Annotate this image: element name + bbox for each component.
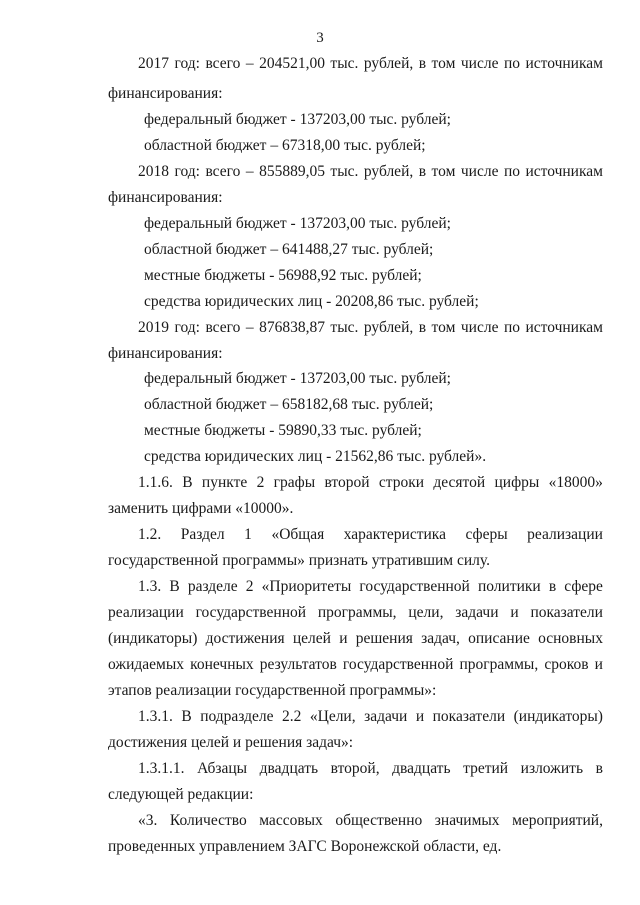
word: в — [418, 163, 427, 180]
word: «Цели, — [309, 708, 356, 725]
word: задач, — [421, 630, 460, 647]
text-line-federal-2017: федеральный бюджет - 137203,00 тыс. рублей; — [144, 111, 451, 128]
text-line: финансирования: — [108, 189, 223, 206]
word: всего — [205, 163, 241, 180]
text-line: финансирования: — [108, 345, 223, 362]
word: 204521,00 — [259, 55, 325, 72]
text-line-federal-2019: федеральный бюджет - 137203,00 тыс. рублей; — [144, 370, 451, 387]
word: достижения — [205, 630, 285, 647]
word: всего — [205, 55, 241, 72]
word: В — [181, 708, 192, 725]
text-line-federal-2018: федеральный бюджет - 137203,00 тыс. рублей; — [144, 215, 451, 232]
word: показатели — [432, 708, 506, 725]
text-line-item-1-2 — [138, 525, 603, 545]
word: Количество — [169, 812, 247, 829]
word: год: — [174, 55, 200, 72]
word: строки — [378, 474, 425, 491]
word: государственной — [195, 604, 307, 621]
text-line — [108, 655, 603, 675]
word: 2019 — [138, 319, 169, 336]
word: цифры — [494, 474, 540, 491]
word: реализации — [527, 526, 603, 543]
word: «Общая — [271, 526, 325, 543]
word: «3. — [138, 812, 158, 829]
text-line-2017-total — [138, 54, 603, 74]
word: по — [503, 55, 520, 72]
word: двадцать — [392, 760, 451, 777]
word: источникам — [525, 55, 603, 72]
word: источникам — [525, 163, 603, 180]
word: числе — [460, 163, 499, 180]
text-line: заменить цифрами «10000». — [108, 500, 294, 517]
word: пункте — [201, 474, 248, 491]
word: по — [503, 163, 520, 180]
text-line: достижения целей и решения задач»: — [108, 734, 354, 751]
word: том — [431, 319, 456, 336]
word: рублей, — [363, 163, 414, 180]
word: цели, — [408, 604, 444, 621]
word: год: — [174, 319, 200, 336]
word: описание — [468, 630, 530, 647]
word: В — [169, 578, 180, 595]
word: массовых — [259, 812, 323, 829]
word: Раздел — [180, 526, 225, 543]
text-line: проведенных управлением ЗАГС Воронежской области, ед. — [108, 838, 502, 855]
word: и — [510, 604, 519, 621]
word: сфере — [564, 578, 603, 595]
word: в — [418, 319, 427, 336]
text-line-2018-total — [138, 162, 603, 182]
word: 1.1.6. — [138, 474, 173, 491]
word: 1.2. — [138, 526, 162, 543]
word: политики — [477, 578, 541, 595]
word: сферы — [465, 526, 508, 543]
word: в — [418, 55, 427, 72]
word: 855889,05 — [259, 163, 325, 180]
word: характеристика — [343, 526, 446, 543]
word: и — [594, 656, 603, 673]
word: тыс. — [330, 319, 359, 336]
word: – — [245, 163, 254, 180]
word: 876838,87 — [259, 319, 325, 336]
text-line-legal-2018: средства юридических лиц - 20208,86 тыс. рублей; — [144, 293, 479, 310]
word: десятой — [433, 474, 486, 491]
word: целей — [292, 630, 331, 647]
word: 2 — [256, 474, 265, 491]
word: второй — [324, 474, 370, 491]
word: – — [245, 55, 254, 72]
word: В — [182, 474, 193, 491]
word: показатели — [530, 604, 603, 621]
text-line-regional-2019: областной бюджет – 658182,68 тыс. рублей; — [144, 396, 434, 413]
word: ожидаемых — [108, 656, 184, 673]
word: государственной — [359, 578, 470, 595]
word: (индикаторы) — [513, 708, 603, 725]
word: 1.3. — [138, 578, 162, 595]
word: графы — [273, 474, 316, 491]
word: и — [415, 708, 425, 725]
word: том — [431, 55, 456, 72]
word: значимых — [434, 812, 500, 829]
text-line-2019-total — [138, 318, 603, 338]
text-line-local-2019: местные бюджеты - 59890,33 тыс. рублей; — [144, 422, 422, 439]
text-line: государственной программы» признать утратившим силу. — [108, 552, 490, 569]
word: всего — [205, 319, 241, 336]
text-line — [108, 629, 603, 649]
word: изложить — [520, 760, 584, 777]
word: Абзацы — [197, 760, 248, 777]
word: источникам — [525, 319, 603, 336]
word: рублей, — [363, 319, 414, 336]
word: 1.3.1.1. — [138, 760, 185, 777]
word: задачи — [455, 604, 499, 621]
word: 2 — [245, 578, 254, 595]
word: основных — [538, 630, 603, 647]
text-line: финансирования: — [108, 85, 223, 102]
word: 2.2 — [282, 708, 302, 725]
word: мероприятий, — [512, 812, 603, 829]
word: программы, — [459, 656, 539, 673]
word: третий — [463, 760, 509, 777]
word: «18000» — [548, 474, 603, 491]
text-line-local-2018: местные бюджеты - 56988,92 тыс. рублей; — [144, 267, 422, 284]
word: общественно — [335, 812, 423, 829]
text-line-item-1-1-6 — [138, 473, 603, 493]
text-line-item-1-3 — [138, 577, 603, 597]
word: рублей, — [363, 55, 414, 72]
text-line-legal-2019: средства юридических лиц - 21562,86 тыс. рублей». — [144, 448, 487, 465]
word: тыс. — [330, 163, 359, 180]
word: 2017 — [138, 55, 169, 72]
text-line: этапов реализации государственной программы»: — [108, 682, 437, 699]
word: и — [339, 630, 348, 647]
word: 1.3.1. — [138, 708, 173, 725]
word: год: — [174, 163, 200, 180]
word: числе — [460, 319, 499, 336]
word: программы, — [317, 604, 397, 621]
text-line-quote — [138, 811, 603, 831]
word: в — [595, 760, 603, 777]
text-line-regional-2017: областной бюджет – 67318,00 тыс. рублей; — [144, 137, 426, 154]
word: сроков — [544, 656, 589, 673]
word: двадцать — [259, 760, 319, 777]
word: задачи — [364, 708, 408, 725]
word: разделе — [187, 578, 238, 595]
word: – — [245, 319, 254, 336]
word: в — [548, 578, 557, 595]
word: 1 — [244, 526, 252, 543]
word: реализации — [108, 604, 184, 621]
word: государственной — [342, 656, 454, 673]
text-line — [108, 603, 603, 623]
word: том — [431, 163, 456, 180]
word: конечных — [190, 656, 254, 673]
text-line-item-1-3-1-1 — [138, 759, 603, 779]
word: числе — [460, 55, 499, 72]
text-line-regional-2018: областной бюджет – 641488,27 тыс. рублей; — [144, 241, 434, 258]
word: 2018 — [138, 163, 169, 180]
page-number: 3 — [316, 30, 324, 46]
word: по — [503, 319, 520, 336]
text-line-item-1-3-1 — [138, 707, 603, 727]
word: решения — [355, 630, 413, 647]
word: «Приоритеты — [261, 578, 352, 595]
word: тыс. — [330, 55, 359, 72]
text-line: следующей редакции: — [108, 786, 254, 803]
word: результатов — [259, 656, 337, 673]
word: (индикаторы) — [108, 630, 198, 647]
word: подразделе — [200, 708, 274, 725]
word: второй, — [330, 760, 380, 777]
